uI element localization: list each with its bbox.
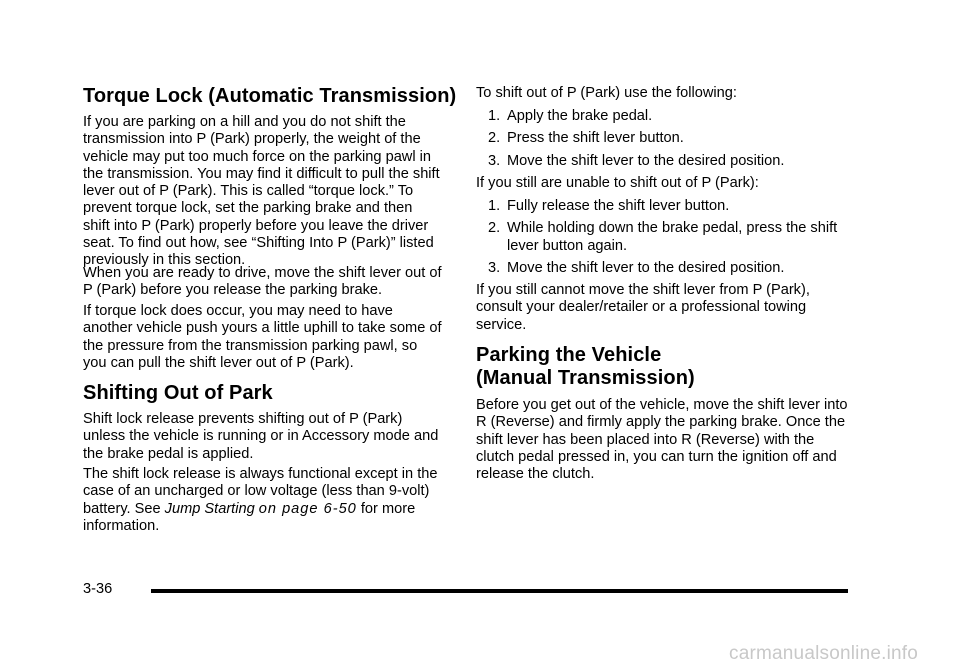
paragraph-torque-lock-3: If torque lock does occur, you may need to have another vehicle push yours a little uphill to take some of the pressure from the transmission parking pawl, so you can pull the shift lever out of P (Park). <box>83 303 442 371</box>
list-item-number: 1. <box>488 108 501 124</box>
paragraph-shifting-2 <box>83 466 447 535</box>
list-item-number: 3. <box>488 152 501 169</box>
paragraph-consult-dealer: If you still cannot move the shift lever from P (Park), consult your dealer/retailer or a professional towing service. <box>476 282 810 333</box>
footer-divider <box>151 589 848 593</box>
section-heading-shifting-out-of-park: Shifting Out of Park <box>83 382 273 404</box>
paragraph-parking-manual: Before you get out of the vehicle, move the shift lever into R (Reverse) and firmly apply the parking brake. Once the shift lever has been placed into R (Reverse) with the clutch pedal pressed in, you can turn the ignition off and release the clutch. <box>476 397 848 483</box>
list-item-text: Move the shift lever to the desired position. <box>507 152 785 169</box>
paragraph-still-unable: If you still are unable to shift out of P (Park): <box>476 175 759 191</box>
list-item-text: Move the shift lever to the desired position. <box>507 259 785 276</box>
section-heading-parking-line-2: (Manual Transmission) <box>476 367 695 389</box>
steps-list-2 <box>476 198 848 277</box>
list-item <box>476 220 848 255</box>
list-item-text: Fully release the shift lever button. <box>507 198 730 214</box>
list-item-number: 2. <box>488 220 501 237</box>
list-item <box>476 260 848 277</box>
paragraph-torque-lock-1: If you are parking on a hill and you do not shift the transmission into P (Park) properly, the weight of the vehicle may put too much force on the parking pawl in the transmission. You may find it difficult to pull the shift lever out of P (Park). This is called “torque lock.” To prevent torque lock, set the parking brake and then shift into P (Park) properly before you leave the driver seat. To find out how, see “Shifting Into P (Park)” listed previously in this section. <box>83 114 440 269</box>
paragraph-shift-out-intro: To shift out of P (Park) use the following: <box>476 85 737 101</box>
list-item-text: Press the shift lever button. <box>507 130 684 147</box>
list-item-number: 2. <box>488 130 501 147</box>
section-heading-torque-lock: Torque Lock (Automatic Transmission) <box>83 85 457 107</box>
list-item-number: 1. <box>488 198 501 214</box>
paragraph-shifting-2-text-b: for more information. <box>83 500 416 534</box>
jump-starting-ref-title: Jump Starting <box>164 500 255 517</box>
list-item <box>476 108 848 125</box>
paragraph-shifting-2-text-a: The shift lock release is always functional except in the case of an uncharged or low voltage (less than 9-volt) battery. See <box>83 466 438 517</box>
list-item-text: Apply the brake pedal. <box>507 108 653 124</box>
paragraph-torque-lock-2: When you are ready to drive, move the shift lever out of P (Park) before you release the parking brake. <box>83 265 442 299</box>
section-heading-parking-line-1: Parking the Vehicle <box>476 344 662 366</box>
list-item <box>476 198 848 215</box>
steps-list-1 <box>476 108 848 170</box>
list-item <box>476 153 848 170</box>
paragraph-shifting-1: Shift lock release prevents shifting out of P (Park) unless the vehicle is running or in Accessory mode and the brake pedal is applied. <box>83 411 439 462</box>
page-number: 3-36 <box>83 581 113 597</box>
watermark-text: carmanualsonline.info <box>729 643 919 664</box>
list-item-text: While holding down the brake pedal, press the shift lever button again. <box>507 220 838 254</box>
jump-starting-ref-page: on page 6-50 <box>258 500 357 517</box>
list-item <box>476 130 848 147</box>
list-item-number: 3. <box>488 259 501 276</box>
jump-starting-link[interactable] <box>165 501 357 517</box>
